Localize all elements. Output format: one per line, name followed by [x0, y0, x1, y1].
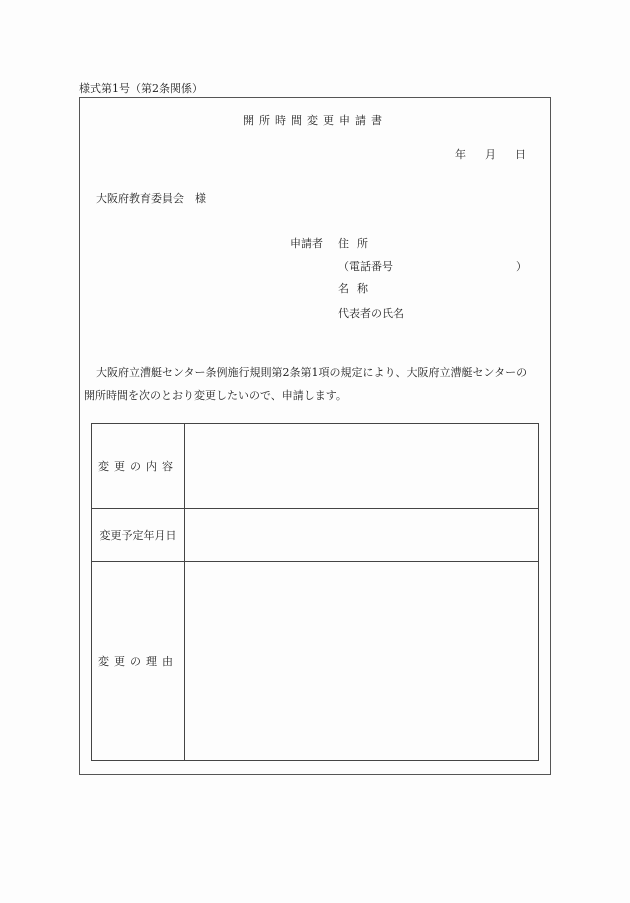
- change-date-label: 変更予定年月日: [92, 509, 185, 562]
- phone-close-paren: ）: [516, 260, 527, 273]
- applicant-label: 申請者: [290, 237, 323, 250]
- name-label: 名称: [338, 282, 376, 295]
- table-row-change-date: [92, 509, 539, 562]
- body-text-line-2: 開所時間を次のとおり変更したいので、申請します。: [84, 389, 347, 402]
- change-content-field[interactable]: [185, 424, 539, 509]
- representative-label: 代表者の氏名: [338, 307, 404, 320]
- table-row-change-content: [92, 424, 539, 509]
- form-number: 様式第1号（第2条関係）: [79, 82, 203, 95]
- change-date-field[interactable]: [185, 509, 539, 562]
- change-content-label: 変更の内容: [92, 424, 185, 509]
- year-label: 年: [455, 148, 466, 161]
- date-line: [455, 146, 526, 162]
- phone-label: （電話番号: [338, 260, 393, 273]
- addressee: 大阪府教育委員会 様: [96, 192, 206, 205]
- body-text-line-1: 大阪府立漕艇センター条例施行規則第2条第1項の規定により、大阪府立漕艇センターの: [96, 366, 528, 379]
- change-reason-field[interactable]: [185, 562, 539, 761]
- change-reason-label: 変更の理由: [92, 562, 185, 761]
- detail-table: [91, 423, 539, 761]
- address-label: 住所: [338, 237, 376, 250]
- document-title: 開所時間変更申請書: [243, 114, 387, 127]
- month-label: 月: [485, 148, 496, 161]
- table-row-change-reason: [92, 562, 539, 761]
- day-label: 日: [515, 148, 526, 161]
